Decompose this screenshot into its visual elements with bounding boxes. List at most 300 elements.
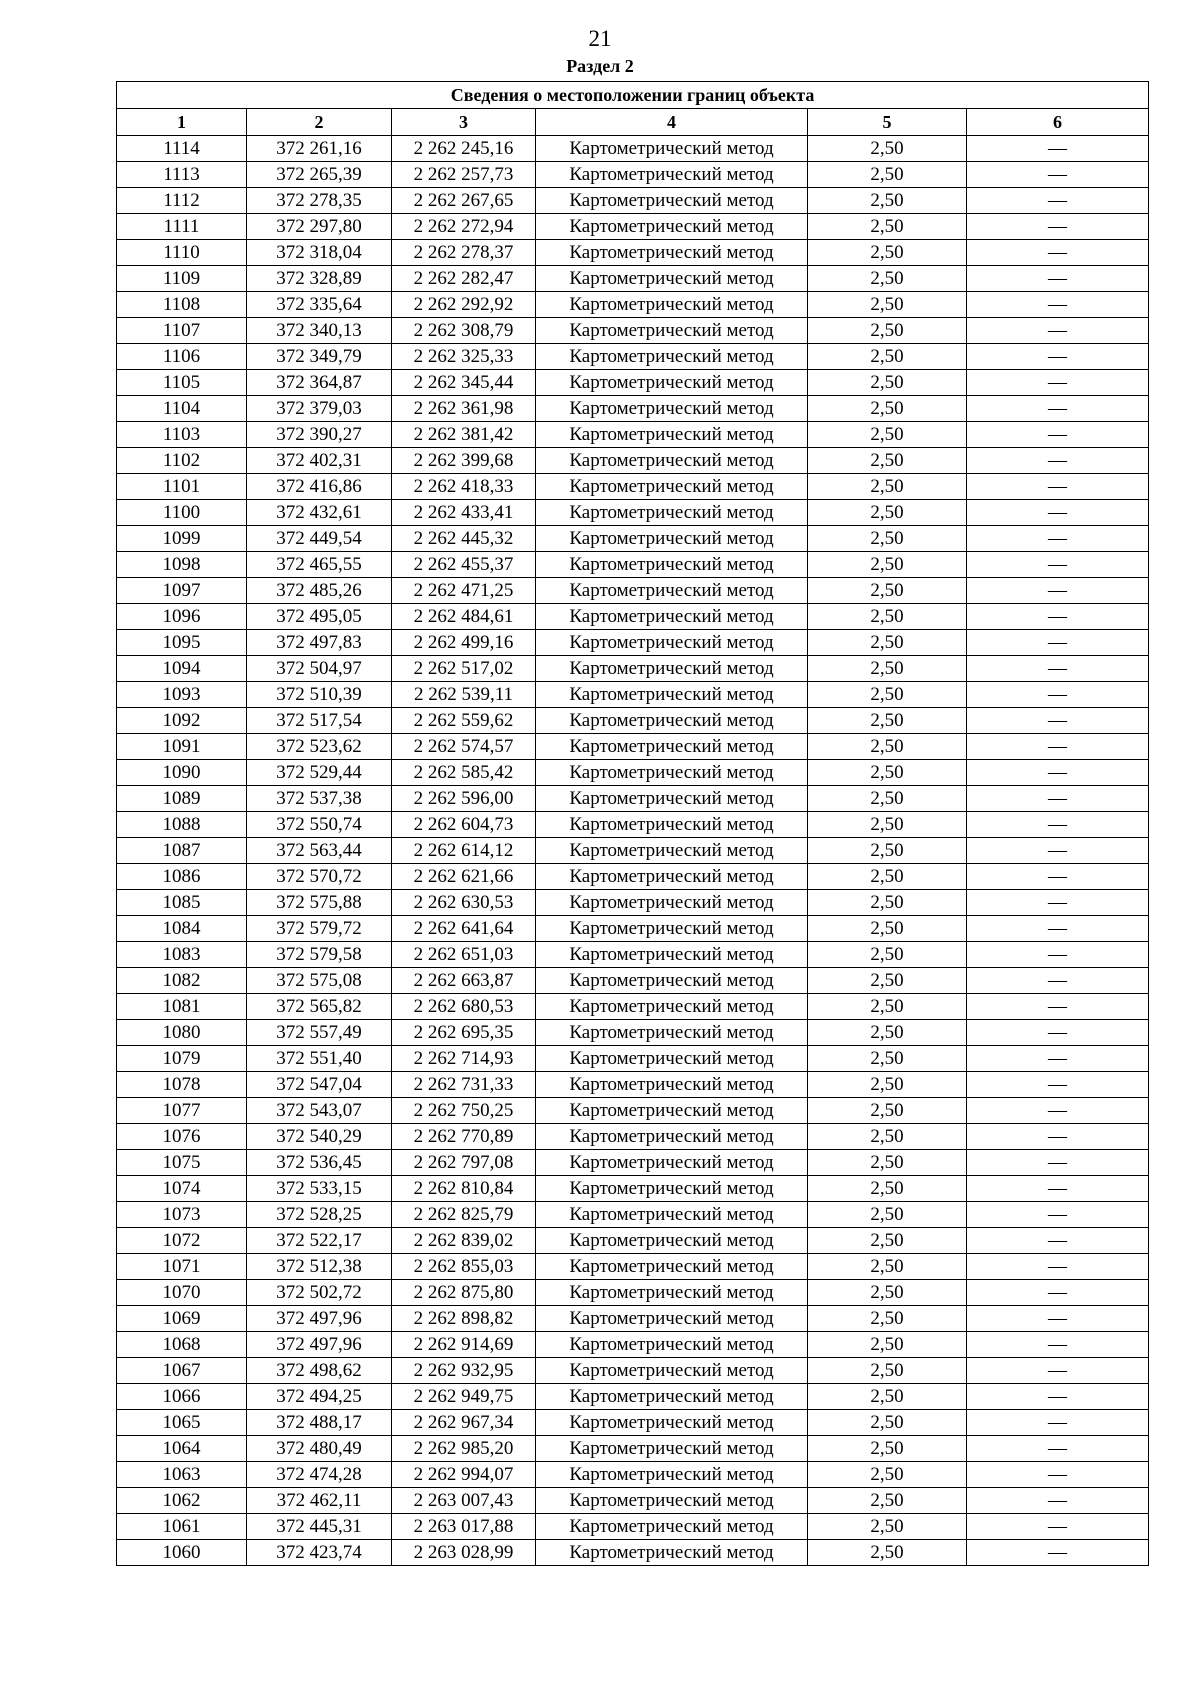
y-coordinate-cell: 2 262 839,02: [392, 1228, 536, 1254]
table-row: [117, 630, 1149, 656]
point-number-cell: 1104: [117, 396, 247, 422]
method-cell: Картометрический метод: [536, 1332, 808, 1358]
y-coordinate-cell: 2 262 381,42: [392, 422, 536, 448]
point-number-cell: 1096: [117, 604, 247, 630]
y-coordinate-cell: 2 262 932,95: [392, 1358, 536, 1384]
table-row: [117, 396, 1149, 422]
description-cell: —: [967, 1150, 1149, 1176]
point-number-cell: 1098: [117, 552, 247, 578]
y-coordinate-cell: 2 262 282,47: [392, 266, 536, 292]
x-coordinate-cell: 372 449,54: [247, 526, 392, 552]
y-coordinate-cell: 2 262 574,57: [392, 734, 536, 760]
description-cell: —: [967, 994, 1149, 1020]
description-cell: —: [967, 786, 1149, 812]
method-cell: Картометрический метод: [536, 474, 808, 500]
table-row: [117, 344, 1149, 370]
x-coordinate-cell: 372 497,96: [247, 1332, 392, 1358]
accuracy-cell: 2,50: [808, 1488, 967, 1514]
accuracy-cell: 2,50: [808, 1410, 967, 1436]
x-coordinate-cell: 372 416,86: [247, 474, 392, 500]
point-number-cell: 1092: [117, 708, 247, 734]
table-row: [117, 1332, 1149, 1358]
table-row: [117, 448, 1149, 474]
description-cell: —: [967, 188, 1149, 214]
x-coordinate-cell: 372 523,62: [247, 734, 392, 760]
y-coordinate-cell: 2 262 308,79: [392, 318, 536, 344]
y-coordinate-cell: 2 262 825,79: [392, 1202, 536, 1228]
column-number: 5: [808, 109, 967, 136]
point-number-cell: 1099: [117, 526, 247, 552]
accuracy-cell: 2,50: [808, 1176, 967, 1202]
table-row: [117, 474, 1149, 500]
description-cell: —: [967, 292, 1149, 318]
table-row: [117, 1540, 1149, 1566]
table-row: [117, 1176, 1149, 1202]
description-cell: —: [967, 1462, 1149, 1488]
description-cell: —: [967, 396, 1149, 422]
accuracy-cell: 2,50: [808, 188, 967, 214]
table-row: [117, 708, 1149, 734]
point-number-cell: 1088: [117, 812, 247, 838]
method-cell: Картометрический метод: [536, 1202, 808, 1228]
accuracy-cell: 2,50: [808, 1384, 967, 1410]
y-coordinate-cell: 2 262 750,25: [392, 1098, 536, 1124]
description-cell: —: [967, 916, 1149, 942]
accuracy-cell: 2,50: [808, 1072, 967, 1098]
table-row: [117, 1462, 1149, 1488]
accuracy-cell: 2,50: [808, 214, 967, 240]
table-row: [117, 1358, 1149, 1384]
x-coordinate-cell: 372 402,31: [247, 448, 392, 474]
method-cell: Картометрический метод: [536, 942, 808, 968]
table-row: [117, 526, 1149, 552]
point-number-cell: 1100: [117, 500, 247, 526]
description-cell: —: [967, 1098, 1149, 1124]
y-coordinate-cell: 2 262 810,84: [392, 1176, 536, 1202]
table-row: [117, 864, 1149, 890]
description-cell: —: [967, 734, 1149, 760]
point-number-cell: 1072: [117, 1228, 247, 1254]
method-cell: Картометрический метод: [536, 1228, 808, 1254]
x-coordinate-cell: 372 480,49: [247, 1436, 392, 1462]
accuracy-cell: 2,50: [808, 1436, 967, 1462]
accuracy-cell: 2,50: [808, 1150, 967, 1176]
accuracy-cell: 2,50: [808, 1124, 967, 1150]
method-cell: Картометрический метод: [536, 1436, 808, 1462]
method-cell: Картометрический метод: [536, 656, 808, 682]
point-number-cell: 1090: [117, 760, 247, 786]
table-row: [117, 1488, 1149, 1514]
table-row: [117, 1254, 1149, 1280]
table-caption: Сведения о местоположении границ объекта: [117, 82, 1149, 109]
x-coordinate-cell: 372 528,25: [247, 1202, 392, 1228]
description-cell: —: [967, 604, 1149, 630]
column-number: 3: [392, 109, 536, 136]
y-coordinate-cell: 2 262 539,11: [392, 682, 536, 708]
x-coordinate-cell: 372 364,87: [247, 370, 392, 396]
accuracy-cell: 2,50: [808, 526, 967, 552]
x-coordinate-cell: 372 551,40: [247, 1046, 392, 1072]
x-coordinate-cell: 372 432,61: [247, 500, 392, 526]
method-cell: Картометрический метод: [536, 1358, 808, 1384]
table-row: [117, 422, 1149, 448]
table-row: [117, 162, 1149, 188]
accuracy-cell: 2,50: [808, 500, 967, 526]
method-cell: Картометрический метод: [536, 994, 808, 1020]
method-cell: Картометрический метод: [536, 292, 808, 318]
point-number-cell: 1112: [117, 188, 247, 214]
x-coordinate-cell: 372 485,26: [247, 578, 392, 604]
method-cell: Картометрический метод: [536, 734, 808, 760]
y-coordinate-cell: 2 262 292,92: [392, 292, 536, 318]
point-number-cell: 1064: [117, 1436, 247, 1462]
method-cell: Картометрический метод: [536, 864, 808, 890]
point-number-cell: 1109: [117, 266, 247, 292]
y-coordinate-cell: 2 262 855,03: [392, 1254, 536, 1280]
table-row: [117, 266, 1149, 292]
description-cell: —: [967, 1228, 1149, 1254]
accuracy-cell: 2,50: [808, 812, 967, 838]
table-row: [117, 994, 1149, 1020]
description-cell: —: [967, 162, 1149, 188]
y-coordinate-cell: 2 262 471,25: [392, 578, 536, 604]
point-number-cell: 1086: [117, 864, 247, 890]
y-coordinate-cell: 2 262 898,82: [392, 1306, 536, 1332]
accuracy-cell: 2,50: [808, 1514, 967, 1540]
table-row: [117, 1384, 1149, 1410]
y-coordinate-cell: 2 262 325,33: [392, 344, 536, 370]
x-coordinate-cell: 372 494,25: [247, 1384, 392, 1410]
description-cell: —: [967, 1072, 1149, 1098]
description-cell: —: [967, 630, 1149, 656]
point-number-cell: 1063: [117, 1462, 247, 1488]
x-coordinate-cell: 372 297,80: [247, 214, 392, 240]
y-coordinate-cell: 2 262 604,73: [392, 812, 536, 838]
accuracy-cell: 2,50: [808, 344, 967, 370]
accuracy-cell: 2,50: [808, 916, 967, 942]
x-coordinate-cell: 372 502,72: [247, 1280, 392, 1306]
description-cell: —: [967, 1176, 1149, 1202]
point-number-cell: 1105: [117, 370, 247, 396]
method-cell: Картометрический метод: [536, 1280, 808, 1306]
accuracy-cell: 2,50: [808, 682, 967, 708]
accuracy-cell: 2,50: [808, 708, 967, 734]
table-row: [117, 838, 1149, 864]
accuracy-cell: 2,50: [808, 162, 967, 188]
accuracy-cell: 2,50: [808, 734, 967, 760]
point-number-cell: 1110: [117, 240, 247, 266]
point-number-cell: 1069: [117, 1306, 247, 1332]
point-number-cell: 1067: [117, 1358, 247, 1384]
point-number-cell: 1113: [117, 162, 247, 188]
y-coordinate-cell: 2 262 797,08: [392, 1150, 536, 1176]
point-number-cell: 1093: [117, 682, 247, 708]
y-coordinate-cell: 2 262 257,73: [392, 162, 536, 188]
x-coordinate-cell: 372 379,03: [247, 396, 392, 422]
method-cell: Картометрический метод: [536, 500, 808, 526]
x-coordinate-cell: 372 557,49: [247, 1020, 392, 1046]
y-coordinate-cell: 2 262 714,93: [392, 1046, 536, 1072]
x-coordinate-cell: 372 349,79: [247, 344, 392, 370]
description-cell: —: [967, 1384, 1149, 1410]
y-coordinate-cell: 2 262 914,69: [392, 1332, 536, 1358]
x-coordinate-cell: 372 335,64: [247, 292, 392, 318]
y-coordinate-cell: 2 262 245,16: [392, 136, 536, 162]
description-cell: —: [967, 968, 1149, 994]
table-row: [117, 968, 1149, 994]
y-coordinate-cell: 2 262 418,33: [392, 474, 536, 500]
x-coordinate-cell: 372 550,74: [247, 812, 392, 838]
y-coordinate-cell: 2 262 517,02: [392, 656, 536, 682]
y-coordinate-cell: 2 263 028,99: [392, 1540, 536, 1566]
column-number: 2: [247, 109, 392, 136]
description-cell: —: [967, 1514, 1149, 1540]
point-number-cell: 1101: [117, 474, 247, 500]
method-cell: Картометрический метод: [536, 370, 808, 396]
method-cell: Картометрический метод: [536, 1410, 808, 1436]
point-number-cell: 1073: [117, 1202, 247, 1228]
table-row: [117, 1228, 1149, 1254]
description-cell: —: [967, 370, 1149, 396]
method-cell: Картометрический метод: [536, 396, 808, 422]
y-coordinate-cell: 2 262 585,42: [392, 760, 536, 786]
x-coordinate-cell: 372 278,35: [247, 188, 392, 214]
table-row: [117, 1280, 1149, 1306]
description-cell: —: [967, 1332, 1149, 1358]
description-cell: —: [967, 682, 1149, 708]
method-cell: Картометрический метод: [536, 812, 808, 838]
method-cell: Картометрический метод: [536, 1540, 808, 1566]
table-row: [117, 370, 1149, 396]
point-number-cell: 1087: [117, 838, 247, 864]
y-coordinate-cell: 2 262 361,98: [392, 396, 536, 422]
description-cell: —: [967, 760, 1149, 786]
point-number-cell: 1091: [117, 734, 247, 760]
point-number-cell: 1082: [117, 968, 247, 994]
table-row: [117, 656, 1149, 682]
x-coordinate-cell: 372 474,28: [247, 1462, 392, 1488]
column-number: 1: [117, 109, 247, 136]
point-number-cell: 1107: [117, 318, 247, 344]
description-cell: —: [967, 890, 1149, 916]
accuracy-cell: 2,50: [808, 656, 967, 682]
accuracy-cell: 2,50: [808, 1020, 967, 1046]
y-coordinate-cell: 2 263 017,88: [392, 1514, 536, 1540]
x-coordinate-cell: 372 563,44: [247, 838, 392, 864]
y-coordinate-cell: 2 262 731,33: [392, 1072, 536, 1098]
y-coordinate-cell: 2 262 680,53: [392, 994, 536, 1020]
method-cell: Картометрический метод: [536, 448, 808, 474]
table-row: [117, 786, 1149, 812]
description-cell: —: [967, 240, 1149, 266]
description-cell: —: [967, 136, 1149, 162]
y-coordinate-cell: 2 262 641,64: [392, 916, 536, 942]
accuracy-cell: 2,50: [808, 370, 967, 396]
table-row: [117, 552, 1149, 578]
x-coordinate-cell: 372 575,08: [247, 968, 392, 994]
method-cell: Картометрический метод: [536, 1384, 808, 1410]
method-cell: Картометрический метод: [536, 552, 808, 578]
column-number: 4: [536, 109, 808, 136]
method-cell: Картометрический метод: [536, 578, 808, 604]
method-cell: Картометрический метод: [536, 1176, 808, 1202]
table-row: [117, 1020, 1149, 1046]
x-coordinate-cell: 372 517,54: [247, 708, 392, 734]
y-coordinate-cell: 2 262 433,41: [392, 500, 536, 526]
table-row: [117, 500, 1149, 526]
accuracy-cell: 2,50: [808, 448, 967, 474]
x-coordinate-cell: 372 547,04: [247, 1072, 392, 1098]
y-coordinate-cell: 2 262 272,94: [392, 214, 536, 240]
method-cell: Картометрический метод: [536, 240, 808, 266]
method-cell: Картометрический метод: [536, 760, 808, 786]
y-coordinate-cell: 2 262 345,44: [392, 370, 536, 396]
accuracy-cell: 2,50: [808, 1046, 967, 1072]
accuracy-cell: 2,50: [808, 1332, 967, 1358]
accuracy-cell: 2,50: [808, 1202, 967, 1228]
point-number-cell: 1068: [117, 1332, 247, 1358]
x-coordinate-cell: 372 465,55: [247, 552, 392, 578]
method-cell: Картометрический метод: [536, 682, 808, 708]
table-row: [117, 1150, 1149, 1176]
x-coordinate-cell: 372 498,62: [247, 1358, 392, 1384]
description-cell: —: [967, 1358, 1149, 1384]
x-coordinate-cell: 372 533,15: [247, 1176, 392, 1202]
method-cell: Картометрический метод: [536, 1462, 808, 1488]
table-row: [117, 1514, 1149, 1540]
y-coordinate-cell: 2 262 651,03: [392, 942, 536, 968]
table-row: [117, 1436, 1149, 1462]
accuracy-cell: 2,50: [808, 1098, 967, 1124]
accuracy-cell: 2,50: [808, 266, 967, 292]
x-coordinate-cell: 372 575,88: [247, 890, 392, 916]
table-row: [117, 734, 1149, 760]
y-coordinate-cell: 2 262 967,34: [392, 1410, 536, 1436]
table-row: [117, 292, 1149, 318]
table-row: [117, 1046, 1149, 1072]
description-cell: —: [967, 448, 1149, 474]
x-coordinate-cell: 372 529,44: [247, 760, 392, 786]
method-cell: Картометрический метод: [536, 1124, 808, 1150]
description-cell: —: [967, 1540, 1149, 1566]
point-number-cell: 1066: [117, 1384, 247, 1410]
method-cell: Картометрический метод: [536, 526, 808, 552]
point-number-cell: 1070: [117, 1280, 247, 1306]
accuracy-cell: 2,50: [808, 1306, 967, 1332]
method-cell: Картометрический метод: [536, 708, 808, 734]
accuracy-cell: 2,50: [808, 1228, 967, 1254]
method-cell: Картометрический метод: [536, 344, 808, 370]
description-cell: —: [967, 422, 1149, 448]
table-row: [117, 578, 1149, 604]
accuracy-cell: 2,50: [808, 1280, 967, 1306]
x-coordinate-cell: 372 495,05: [247, 604, 392, 630]
method-cell: Картометрический метод: [536, 422, 808, 448]
description-cell: —: [967, 526, 1149, 552]
x-coordinate-cell: 372 543,07: [247, 1098, 392, 1124]
y-coordinate-cell: 2 262 875,80: [392, 1280, 536, 1306]
point-number-cell: 1097: [117, 578, 247, 604]
point-number-cell: 1079: [117, 1046, 247, 1072]
y-coordinate-cell: 2 262 559,62: [392, 708, 536, 734]
description-cell: —: [967, 1436, 1149, 1462]
y-coordinate-cell: 2 262 949,75: [392, 1384, 536, 1410]
x-coordinate-cell: 372 497,83: [247, 630, 392, 656]
point-number-cell: 1062: [117, 1488, 247, 1514]
accuracy-cell: 2,50: [808, 318, 967, 344]
accuracy-cell: 2,50: [808, 968, 967, 994]
x-coordinate-cell: 372 540,29: [247, 1124, 392, 1150]
y-coordinate-cell: 2 262 695,35: [392, 1020, 536, 1046]
x-coordinate-cell: 372 497,96: [247, 1306, 392, 1332]
description-cell: —: [967, 1488, 1149, 1514]
table-row: [117, 942, 1149, 968]
method-cell: Картометрический метод: [536, 1020, 808, 1046]
description-cell: —: [967, 344, 1149, 370]
boundary-coordinates-table: [116, 81, 1149, 1566]
accuracy-cell: 2,50: [808, 1254, 967, 1280]
point-number-cell: 1077: [117, 1098, 247, 1124]
method-cell: Картометрический метод: [536, 968, 808, 994]
y-coordinate-cell: 2 262 994,07: [392, 1462, 536, 1488]
point-number-cell: 1102: [117, 448, 247, 474]
accuracy-cell: 2,50: [808, 942, 967, 968]
x-coordinate-cell: 372 445,31: [247, 1514, 392, 1540]
point-number-cell: 1083: [117, 942, 247, 968]
y-coordinate-cell: 2 263 007,43: [392, 1488, 536, 1514]
x-coordinate-cell: 372 340,13: [247, 318, 392, 344]
point-number-cell: 1095: [117, 630, 247, 656]
y-coordinate-cell: 2 262 614,12: [392, 838, 536, 864]
table-row: [117, 682, 1149, 708]
point-number-cell: 1075: [117, 1150, 247, 1176]
method-cell: Картометрический метод: [536, 1098, 808, 1124]
method-cell: Картометрический метод: [536, 1514, 808, 1540]
accuracy-cell: 2,50: [808, 422, 967, 448]
point-number-cell: 1089: [117, 786, 247, 812]
x-coordinate-cell: 372 390,27: [247, 422, 392, 448]
x-coordinate-cell: 372 512,38: [247, 1254, 392, 1280]
x-coordinate-cell: 372 261,16: [247, 136, 392, 162]
accuracy-cell: 2,50: [808, 396, 967, 422]
accuracy-cell: 2,50: [808, 552, 967, 578]
x-coordinate-cell: 372 536,45: [247, 1150, 392, 1176]
x-coordinate-cell: 372 510,39: [247, 682, 392, 708]
table-row: [117, 136, 1149, 162]
table-row: [117, 760, 1149, 786]
x-coordinate-cell: 372 565,82: [247, 994, 392, 1020]
accuracy-cell: 2,50: [808, 604, 967, 630]
y-coordinate-cell: 2 262 484,61: [392, 604, 536, 630]
description-cell: —: [967, 708, 1149, 734]
accuracy-cell: 2,50: [808, 136, 967, 162]
description-cell: —: [967, 214, 1149, 240]
table-row: [117, 1124, 1149, 1150]
description-cell: —: [967, 838, 1149, 864]
x-coordinate-cell: 372 504,97: [247, 656, 392, 682]
description-cell: —: [967, 1020, 1149, 1046]
description-cell: —: [967, 1410, 1149, 1436]
description-cell: —: [967, 1202, 1149, 1228]
x-coordinate-cell: 372 328,89: [247, 266, 392, 292]
point-number-cell: 1060: [117, 1540, 247, 1566]
accuracy-cell: 2,50: [808, 994, 967, 1020]
method-cell: Картометрический метод: [536, 604, 808, 630]
description-cell: —: [967, 500, 1149, 526]
x-coordinate-cell: 372 579,58: [247, 942, 392, 968]
method-cell: Картометрический метод: [536, 890, 808, 916]
method-cell: Картометрический метод: [536, 1046, 808, 1072]
